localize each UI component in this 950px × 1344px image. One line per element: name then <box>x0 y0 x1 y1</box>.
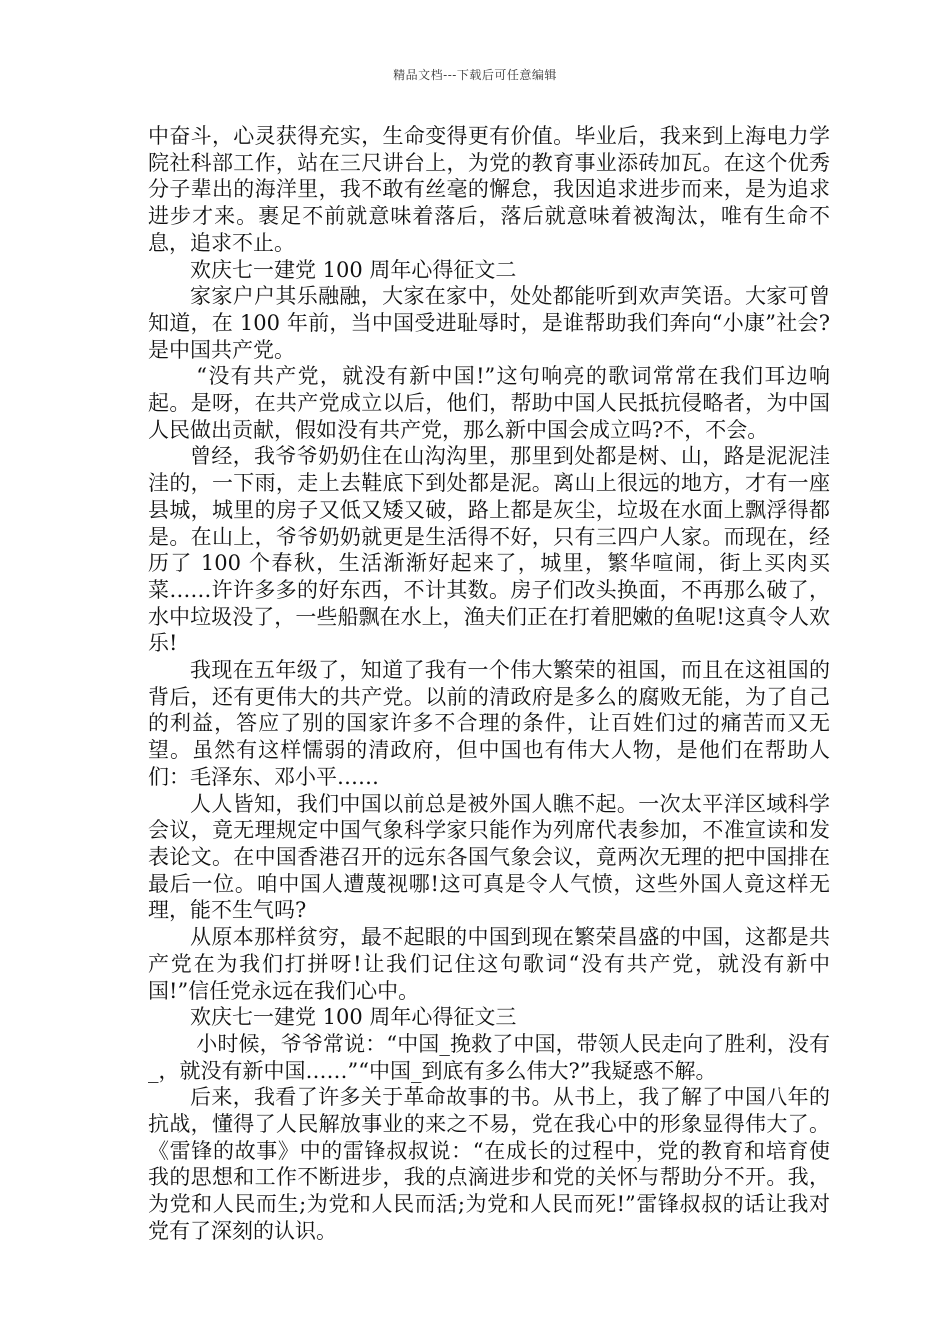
document-body <box>148 123 830 1245</box>
paragraph-3: “没有共产党，就没有新中国!”这句响亮的歌词常常在我们耳边响起。是呀，在共产党成立以后，他们，帮助中国人民抵抗侵略者，为中国人民做出贡献，假如没有共产党，那么新中国会成立吗?不，不会。 <box>148 364 830 442</box>
paragraph-6: 人人皆知，我们中国以前总是被外国人瞧不起。一次太平洋区域科学会议，竟无理规定中国气象科学家只能作为列席代表参加，不准宣读和发表论文。在中国香港召开的远东各国气象会议，竟两次无理的把中国排在最后一位。咱中国人遭蔑视哪!这可真是令人气愤，这些外国人竟这样无理，能不生气吗? <box>148 791 830 923</box>
paragraph-9: 后来，我看了许多关于革命故事的书。从书上，我了解了中国八年的抗战，懂得了人民解放事业的来之不易，党在我心中的形象显得伟大了。《雷锋的故事》中的雷锋叔叔说：“在成长的过程中，党的教育和培育使我的思想和工作不断进步，我的点滴进步和党的关怀与帮助分不开。我，为党和人民而生;为党和人民而活;为党和人民而死!”雷锋叔叔的话让我对党有了深刻的认识。 <box>148 1085 830 1243</box>
paragraph-5: 我现在五年级了，知道了我有一个伟大繁荣的祖国，而且在这祖国的背后，还有更伟大的共产党。以前的清政府是多么的腐败无能，为了自己的利益，答应了别的国家许多不合理的条件，让百姓们过的痛苦而又无望。虽然有这样懦弱的清政府，但中国也有伟大人物，是他们在帮助人们：毛泽东、邓小平…… <box>148 658 830 789</box>
page-header: 精品文档---下载后可任意编辑 <box>393 68 557 82</box>
paragraph-4: 曾经，我爷爷奶奶住在山沟沟里，那里到处都是树、山，路是泥泥洼洼的，一下雨，走上去鞋底下到处都是泥。离山上很远的地方，才有一座县城，城里的房子又低又矮又破，路上都是灰尘，垃圾在水面上飘浮得都是。在山上，爷爷奶奶就更是生活得不好，只有三四户人家。而现在，经历了 100 个春秋，生活渐渐好起来了，城里，繁华喧闹，街上买肉买菜……许许多多的好东西，不计其数。房子们改头换面，不再那么破了，水中垃圾没了，一些船飘在水上，渔夫们正在打着肥嫩的鱼呢!这真令人欢乐! <box>148 444 830 656</box>
paragraph-8: 小时候，爷爷常说：“中国_挽救了中国，带领人民走向了胜利，没有_，就没有新中国……”“中国_到底有多么伟大?”我疑惑不解。 <box>148 1031 830 1083</box>
section-heading-3: 欢庆七一建党 100 周年心得征文三 <box>190 1005 517 1030</box>
paragraph-1: 中奋斗，心灵获得充实，生命变得更有价值。毕业后，我来到上海电力学院社科部工作，站在三尺讲台上，为党的教育事业添砖加瓦。在这个优秀分子辈出的海洋里，我不敢有丝毫的懈怠，我因追求进步而来，是为追求进步才来。裹足不前就意味着落后，落后就意味着被淘汰，唯有生命不息，追求不止。 <box>148 124 830 255</box>
section-heading-2: 欢庆七一建党 100 周年心得征文二 <box>190 257 517 282</box>
paragraph-2: 家家户户其乐融融，大家在家中，处处都能听到欢声笑语。大家可曾知道，在 100 年前，当中国受进耻辱时，是谁帮助我们奔向“小康”社会?是中国共产党。 <box>148 284 830 362</box>
paragraph-7: 从原本那样贫穷，最不起眼的中国到现在繁荣昌盛的中国，这都是共产党在为我们打拼呀!让我们记住这句歌词“没有共产党，就没有新中国!”信任党永远在我们心中。 <box>148 925 830 1003</box>
